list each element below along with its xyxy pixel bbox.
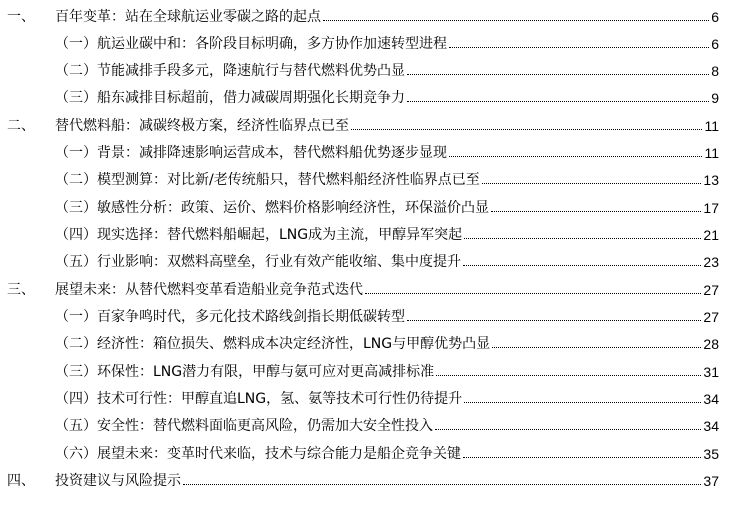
toc-entry-page: 37 <box>703 473 719 489</box>
toc-entry-title: 投资建议与风险提示 <box>55 473 181 489</box>
toc-entry-section-1-3[interactable] <box>55 85 719 111</box>
toc-entry-title: （四）现实选择：替代燃料船崛起，LNG成为主流，甲醇异军突起 <box>55 227 463 243</box>
toc-entry-section-3-5[interactable] <box>55 413 719 439</box>
toc-entry-number: 一、 <box>7 9 35 25</box>
toc-entry-page: 21 <box>703 227 719 243</box>
toc-entry-section-3-4[interactable] <box>55 386 719 412</box>
dot-leader <box>435 429 701 430</box>
dot-leader <box>464 402 701 403</box>
dot-leader <box>464 238 701 239</box>
toc-entry-page: 6 <box>711 36 719 52</box>
toc-entry-page: 31 <box>703 364 719 380</box>
toc-entry-title: （二）模型测算：对比新/老传统船只，替代燃料船经济性临界点已至 <box>55 172 480 188</box>
toc-entry-section-3-6[interactable] <box>55 441 719 467</box>
toc-entry-title: 替代燃料船：减碳终极方案，经济性临界点已至 <box>55 118 349 134</box>
toc-entry-title: （一）航运业碳中和：各阶段目标明确，多方协作加速转型进程 <box>55 36 447 52</box>
dot-leader <box>351 129 702 130</box>
dot-leader <box>463 265 701 266</box>
toc-entry-title: （三）环保性：LNG潜力有限，甲醇与氨可应对更高减排标准 <box>55 364 435 380</box>
toc-entry-number: 三、 <box>7 282 35 298</box>
dot-leader <box>407 74 709 75</box>
toc-entry-page: 34 <box>703 391 719 407</box>
toc-entry-title: （二）经济性：箱位损失、燃料成本决定经济性，LNG与甲醇优势凸显 <box>55 336 491 352</box>
toc-entry-title: （三）船东减排目标超前，借力减碳周期强化长期竞争力 <box>55 90 405 106</box>
toc-entry-title: 百年变革：站在全球航运业零碳之路的起点 <box>55 9 321 25</box>
toc-entry-title: （五）行业影响：双燃料高壁垒，行业有效产能收缩、集中度提升 <box>55 254 461 270</box>
toc-entry-title: （六）展望未来：变革时代来临，技术与综合能力是船企竞争关键 <box>55 446 461 462</box>
toc-entry-page: 34 <box>703 418 719 434</box>
dot-leader <box>449 47 709 48</box>
dot-leader <box>365 293 701 294</box>
toc-entry-section-3-2[interactable] <box>55 331 719 357</box>
dot-leader <box>463 457 701 458</box>
toc-entry-section-3-1[interactable] <box>55 304 719 330</box>
toc-entry-section-2-2[interactable] <box>55 167 719 193</box>
toc-entry-page: 8 <box>711 63 719 79</box>
toc-entry-title: （三）敏感性分析：政策、运价、燃料价格影响经济性，环保溢价凸显 <box>55 200 489 216</box>
toc-entry-title: 展望未来：从替代燃料变革看造船业竞争范式迭代 <box>55 282 363 298</box>
toc-entry-page: 23 <box>703 254 719 270</box>
toc-entry-page: 27 <box>703 282 719 298</box>
dot-leader <box>482 183 702 184</box>
dot-leader <box>407 101 709 102</box>
toc-entry-page: 27 <box>703 309 719 325</box>
toc-entry-section-2-1[interactable] <box>55 140 719 166</box>
dot-leader <box>449 156 702 157</box>
dot-leader <box>407 320 701 321</box>
toc-entry-title: （一）背景：减排降速影响运营成本，替代燃料船优势逐步显现 <box>55 145 447 161</box>
toc-entry-section-3-3[interactable] <box>55 359 719 385</box>
toc-entry-page: 28 <box>703 336 719 352</box>
toc-entry-section-2-5[interactable] <box>55 249 719 275</box>
toc-entry-number: 四、 <box>7 473 35 489</box>
dot-leader <box>323 20 709 21</box>
toc-entry-number: 二、 <box>7 118 35 134</box>
toc-entry-page: 6 <box>711 9 719 25</box>
toc-entry-page: 17 <box>703 200 719 216</box>
toc-entry-section-1-1[interactable] <box>55 31 719 57</box>
toc-entry-title: （一）百家争鸣时代，多元化技术路线剑指长期低碳转型 <box>55 309 405 325</box>
toc-entry-page: 13 <box>703 172 719 188</box>
toc-entry-section-2-3[interactable] <box>55 195 719 221</box>
toc-entry-title: （二）节能减排手段多元，降速航行与替代燃料优势凸显 <box>55 63 405 79</box>
toc-entry-page: 9 <box>711 90 719 106</box>
toc-entry-title: （四）技术可行性：甲醇直追LNG，氢、氨等技术可行性仍待提升 <box>55 391 463 407</box>
dot-leader <box>183 484 701 485</box>
toc-entry-chapter-4[interactable] <box>7 468 719 494</box>
toc-entry-page: 11 <box>704 145 719 161</box>
dot-leader <box>491 211 701 212</box>
dot-leader <box>492 347 701 348</box>
toc-entry-section-2-4[interactable] <box>55 222 719 248</box>
toc-entry-chapter-2[interactable] <box>7 113 719 139</box>
toc-entry-chapter-1[interactable] <box>7 4 719 30</box>
toc-entry-section-1-2[interactable] <box>55 58 719 84</box>
toc-entry-title: （五）安全性：替代燃料面临更高风险，仍需加大安全性投入 <box>55 418 433 434</box>
dot-leader <box>436 375 701 376</box>
toc-entry-page: 11 <box>704 118 719 134</box>
toc-entry-page: 35 <box>703 446 719 462</box>
toc-entry-chapter-3[interactable] <box>7 277 719 303</box>
